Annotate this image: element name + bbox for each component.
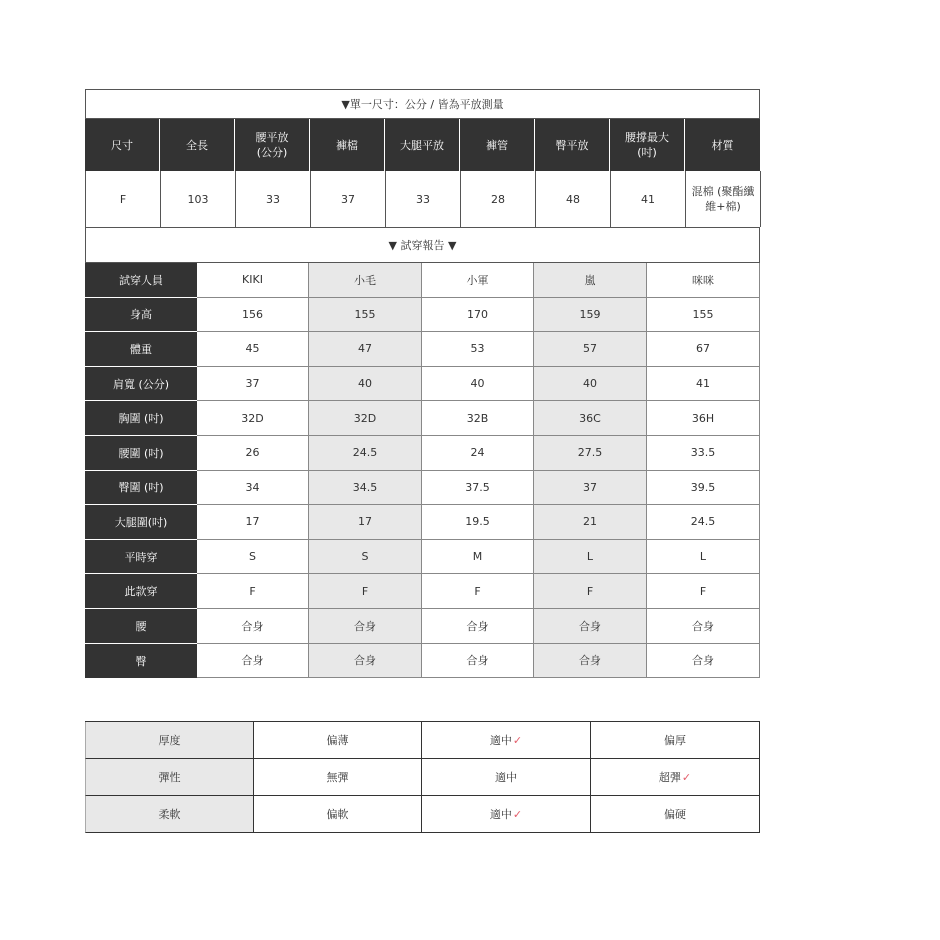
report-cell: 17 xyxy=(197,505,309,540)
check-icon: ✓ xyxy=(512,807,523,821)
size-header-cell: 腰平放 (公分) xyxy=(235,119,310,171)
report-row xyxy=(85,298,760,333)
fabric-option xyxy=(422,759,591,796)
size-value-cell: 33 xyxy=(386,171,461,227)
report-cell: 159 xyxy=(534,298,647,333)
report-cell: 合身 xyxy=(309,609,422,644)
report-row xyxy=(85,471,760,506)
size-value-cell: F xyxy=(86,171,161,227)
report-cell: 咪咪 xyxy=(647,263,760,298)
report-cell: 27.5 xyxy=(534,436,647,471)
report-row xyxy=(85,609,760,644)
report-row xyxy=(85,505,760,540)
report-cell: 37 xyxy=(197,367,309,402)
report-cell: 26 xyxy=(197,436,309,471)
report-row-label: 試穿人員 xyxy=(85,263,197,298)
report-cell: 小軍 xyxy=(422,263,534,298)
report-cell: 合身 xyxy=(647,609,760,644)
size-header-cell: 褲檔 xyxy=(310,119,385,171)
report-cell: 47 xyxy=(309,332,422,367)
report-cell: 19.5 xyxy=(422,505,534,540)
report-cell: 32B xyxy=(422,401,534,436)
report-cell: F xyxy=(309,574,422,609)
fabric-option xyxy=(254,796,422,833)
report-row-label: 臀 xyxy=(85,644,197,679)
report-row xyxy=(85,263,760,298)
report-cell: 嵐 xyxy=(534,263,647,298)
report-cell: S xyxy=(309,540,422,575)
report-row-label: 腰圍 (吋) xyxy=(85,436,197,471)
report-cell: 40 xyxy=(534,367,647,402)
report-cell: 24.5 xyxy=(309,436,422,471)
size-header-cell: 大腿平放 xyxy=(385,119,460,171)
fabric-option-text: 偏軟 xyxy=(326,808,349,821)
report-cell: 合身 xyxy=(534,609,647,644)
report-cell: F xyxy=(422,574,534,609)
report-cell: 39.5 xyxy=(647,471,760,506)
fabric-label: 厚度 xyxy=(85,722,254,759)
report-row-label: 胸圍 (吋) xyxy=(85,401,197,436)
report-cell: L xyxy=(647,540,760,575)
size-value-cell: 28 xyxy=(461,171,536,227)
size-header-cell: 褲管 xyxy=(460,119,535,171)
fabric-option xyxy=(591,759,760,796)
fabric-option xyxy=(591,796,760,833)
report-cell: 40 xyxy=(422,367,534,402)
fabric-option xyxy=(254,722,422,759)
report-cell: 53 xyxy=(422,332,534,367)
report-cell: 33.5 xyxy=(647,436,760,471)
fabric-option xyxy=(591,722,760,759)
fabric-option-text: 偏硬 xyxy=(664,808,686,821)
report-cell: 24 xyxy=(422,436,534,471)
report-row-label: 肩寬 (公分) xyxy=(85,367,197,402)
report-cell: 21 xyxy=(534,505,647,540)
size-table-title: ▼單一尺寸：公分 / 皆為平放測量 xyxy=(85,89,760,119)
report-cell: 155 xyxy=(309,298,422,333)
report-cell: 40 xyxy=(309,367,422,402)
size-header-cell: 腰撐最大 (吋) xyxy=(610,119,685,171)
report-cell: 32D xyxy=(309,401,422,436)
fabric-option-text: 無彈 xyxy=(326,771,349,784)
size-value-cell: 37 xyxy=(311,171,386,227)
fabric-option xyxy=(422,796,591,833)
report-cell: 34 xyxy=(197,471,309,506)
report-cell: 155 xyxy=(647,298,760,333)
size-header-cell: 全長 xyxy=(160,119,235,171)
fabric-row xyxy=(85,722,760,759)
size-header-cell: 材質 xyxy=(711,138,734,152)
size-table xyxy=(85,89,760,678)
report-row xyxy=(85,367,760,402)
report-table xyxy=(85,263,760,678)
report-cell: 32D xyxy=(197,401,309,436)
report-cell: KIKI xyxy=(197,263,309,298)
report-cell: 34.5 xyxy=(309,471,422,506)
report-row xyxy=(85,540,760,575)
report-cell: M xyxy=(422,540,534,575)
size-value-cell: 混棉 (聚酯纖維+棉) xyxy=(686,171,761,227)
report-cell: 45 xyxy=(197,332,309,367)
report-row xyxy=(85,644,760,679)
fabric-label: 柔軟 xyxy=(85,796,254,833)
fabric-option-text: 適中 xyxy=(495,771,517,784)
report-cell: 小毛 xyxy=(309,263,422,298)
report-cell: 156 xyxy=(197,298,309,333)
report-row-label: 臀圍 (吋) xyxy=(85,471,197,506)
report-cell: 67 xyxy=(647,332,760,367)
report-title: ▼ 試穿報告 ▼ xyxy=(85,228,760,263)
fabric-row xyxy=(85,796,760,833)
size-header-row xyxy=(85,119,760,171)
report-cell: F xyxy=(647,574,760,609)
report-row-label: 此款穿 xyxy=(85,574,197,609)
report-row xyxy=(85,574,760,609)
report-cell: 36H xyxy=(647,401,760,436)
fabric-label: 彈性 xyxy=(85,759,254,796)
report-cell: 170 xyxy=(422,298,534,333)
report-row-label: 大腿圍(吋) xyxy=(85,505,197,540)
check-icon: ✓ xyxy=(681,770,692,784)
report-cell: 36C xyxy=(534,401,647,436)
fabric-option xyxy=(254,759,422,796)
fabric-option-text: 適中 xyxy=(489,808,512,821)
fabric-option-text: 適中 xyxy=(489,734,512,747)
report-row xyxy=(85,401,760,436)
report-cell: F xyxy=(534,574,647,609)
report-cell: S xyxy=(197,540,309,575)
fabric-option-text: 超彈 xyxy=(658,771,681,784)
report-cell: L xyxy=(534,540,647,575)
fabric-row xyxy=(85,759,760,796)
report-cell: 17 xyxy=(309,505,422,540)
size-header-cell: 尺寸 xyxy=(85,119,160,171)
report-cell: F xyxy=(197,574,309,609)
fabric-option xyxy=(422,722,591,759)
size-value-cell: 103 xyxy=(161,171,236,227)
report-row-label: 平時穿 xyxy=(85,540,197,575)
fabric-option-text: 偏厚 xyxy=(664,734,686,747)
size-value-cell: 33 xyxy=(236,171,311,227)
report-cell: 37.5 xyxy=(422,471,534,506)
report-cell: 24.5 xyxy=(647,505,760,540)
report-cell: 合身 xyxy=(422,644,534,679)
report-row-label: 身高 xyxy=(85,298,197,333)
check-icon: ✓ xyxy=(512,733,523,747)
size-value-row xyxy=(85,171,760,228)
fabric-table xyxy=(85,721,760,833)
report-cell: 57 xyxy=(534,332,647,367)
report-cell: 合身 xyxy=(422,609,534,644)
report-row-label: 腰 xyxy=(85,609,197,644)
report-cell: 41 xyxy=(647,367,760,402)
report-row-label: 體重 xyxy=(85,332,197,367)
report-cell: 合身 xyxy=(309,644,422,679)
report-cell: 37 xyxy=(534,471,647,506)
report-cell: 合身 xyxy=(534,644,647,679)
size-header-cell: 臀平放 xyxy=(535,119,610,171)
report-cell: 合身 xyxy=(197,644,309,679)
report-cell: 合身 xyxy=(647,644,760,679)
report-cell: 合身 xyxy=(197,609,309,644)
size-value-cell: 48 xyxy=(536,171,611,227)
report-row xyxy=(85,332,760,367)
fabric-option-text: 偏薄 xyxy=(326,734,349,747)
size-value-cell: 41 xyxy=(611,171,686,227)
report-row xyxy=(85,436,760,471)
